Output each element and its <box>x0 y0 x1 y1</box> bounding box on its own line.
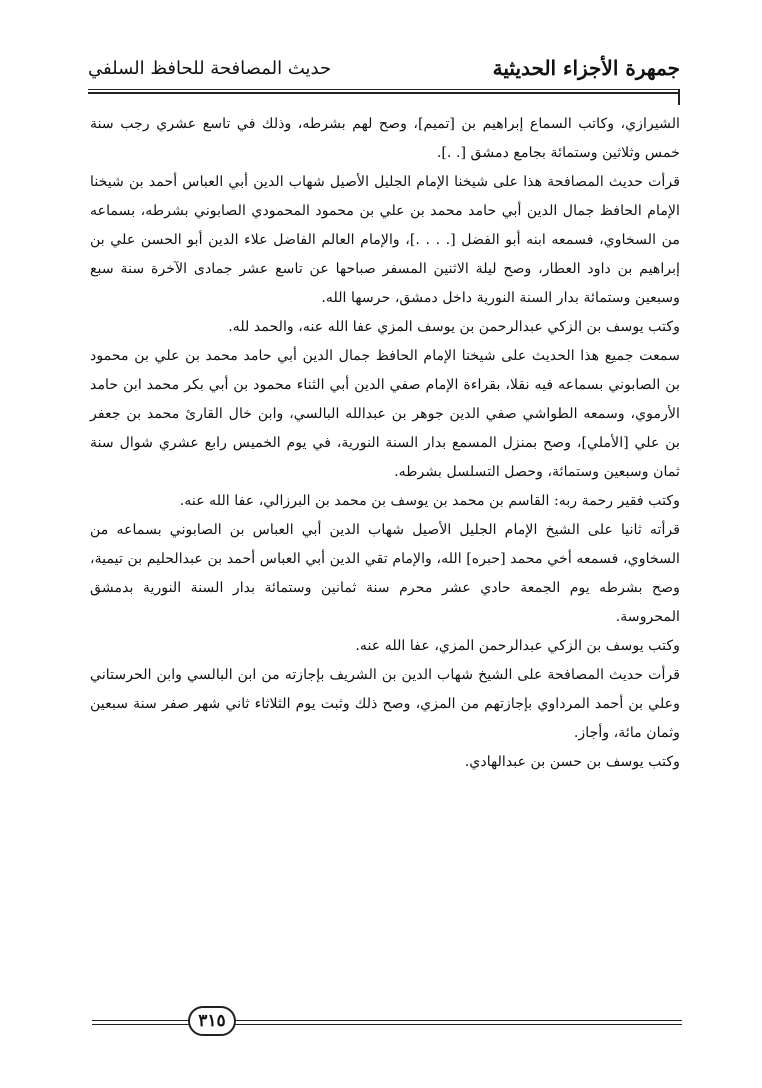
page-number: ٣١٥ <box>188 1006 236 1036</box>
header-rule-thick <box>88 92 680 94</box>
book-title: جمهرة الأجزاء الحديثية <box>492 56 680 80</box>
footer-rule-left <box>92 1020 192 1021</box>
paragraph-4: سمعت جميع هذا الحديث على شيخنا الإمام الحافظ جمال الدين أبي حامد محمد بن علي بن محمود بن الصابوني بسماعه فيه نقلا، بقراءة الإمام صفي الدين أبي الثناء محمود بن أبي بكر محمد ابن حامد الأرموي، وسمعه الطواشي صفي الدين جوهر بن عبدالله البالسي، وابن خال القارئ محمد بن جعفر بن علي [الأملي]، وصح بمنزل المسمع بدار السنة النورية، في يوم الخميس رابع عشري شوال سنة ثمان وسبعين وستمائة، وحصل التسلسل بشرطه. <box>90 348 680 480</box>
footer-rule-left-lower <box>92 1024 192 1025</box>
running-header <box>88 56 680 90</box>
paragraph-7: وكتب يوسف بن الزكي عبدالرحمن المزي، عفا الله عنه. <box>355 638 680 654</box>
body-text <box>90 110 680 777</box>
paragraph-8: قرأت حديث المصافحة على الشيخ شهاب الدين بن الشريف بإجازته من ابن البالسي وابن الحرستاني وعلي بن أحمد المرداوي بإجازتهم من المزي، وصح ذلك وثبت يوم الثلاثاء ثاني شهر صفر سنة سبعين وثمان مائة، وأجاز. <box>90 667 680 741</box>
paragraph-6: قرأته ثانيا على الشيخ الإمام الجليل الأصيل شهاب الدين أبي العباس بن الصابوني بسماعه من السخاوي، فسمعه أخي محمد [حبره] الله، والإمام تقي الدين أبي العباس أحمد بن عبدالحليم بن تيمية، وصح بشرطه يوم الجمعة حادي عشر محرم سنة ثمانين وستمائة بدار السنة النورية بدمشق المحروسة. <box>90 522 680 625</box>
header-rule-corner <box>678 89 680 105</box>
footer-rule-right-lower <box>232 1024 682 1025</box>
paragraph-9: وكتب يوسف بن حسن بن عبدالهادي. <box>464 754 680 770</box>
paragraph-5: وكتب فقير رحمة ربه: القاسم بن محمد بن يوسف بن محمد بن البرزالي، عفا الله عنه. <box>179 493 680 509</box>
footer-rule-right <box>232 1020 682 1021</box>
paragraph-1: الشيرازي، وكاتب السماع إبراهيم بن [تميم]، وصح لهم بشرطه، وذلك في تاسع عشري رجب سنة خمس وثلاثين وستمائة بجامع دمشق [. .]. <box>90 116 680 161</box>
paragraph-3: وكتب يوسف بن الزكي عبدالرحمن بن يوسف المزي عفا الله عنه، والحمد لله. <box>228 319 680 335</box>
paragraph-2: قرأت حديث المصافحة هذا على شيخنا الإمام الجليل الأصيل شهاب الدين أبي العباس أحمد بن شيخنا الإمام الحافظ جمال الدين أبي حامد محمد بن علي بن محمود المحمودي الصابوني بشرطه، بسماعه من السخاوي، فسمعه ابنه أبو الفضل [. . . .]، والإمام العالم الفاضل علاء الدين أبو الحسن علي بن إبراهيم بن داود العطار، وصح ليلة الاثنين المسفر صباحها عن تاسع عشر جمادى الآخرة سنة سبع وسبعين وستمائة بدار السنة النورية داخل دمشق، حرسها الله. <box>90 174 680 306</box>
header-rule <box>88 89 680 90</box>
part-title: حديث المصافحة للحافظ السلفي <box>88 58 332 79</box>
